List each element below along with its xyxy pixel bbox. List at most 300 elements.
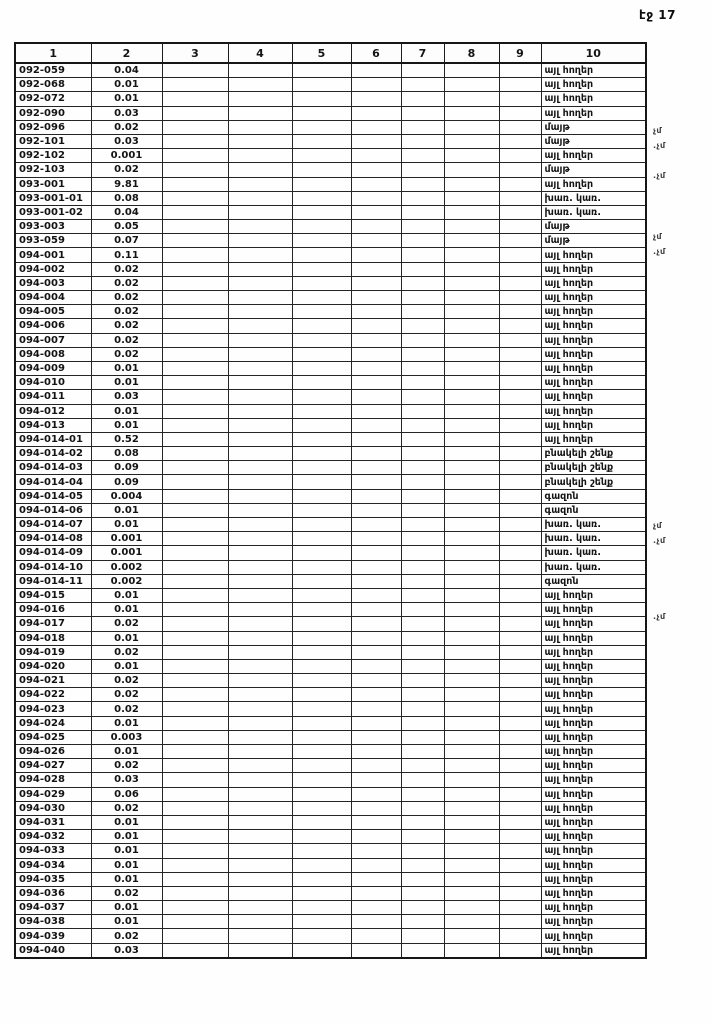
area-value-cell: 0.03	[91, 773, 162, 787]
land-use-cell: այլ հողեր	[541, 376, 646, 390]
empty-cell	[351, 361, 401, 375]
code-cell: 093-059	[15, 234, 91, 248]
empty-cell	[401, 745, 444, 759]
empty-cell	[444, 376, 499, 390]
empty-cell	[228, 631, 292, 645]
table-row	[15, 276, 646, 290]
code-cell: 093-001	[15, 177, 91, 191]
table-row	[15, 78, 646, 92]
empty-cell	[444, 830, 499, 844]
empty-cell	[444, 390, 499, 404]
code-cell: 094-013	[15, 418, 91, 432]
table-row	[15, 149, 646, 163]
land-use-cell: բնակելի շենք	[541, 461, 646, 475]
empty-cell	[444, 347, 499, 361]
code-cell: 094-019	[15, 645, 91, 659]
area-value-cell: 0.004	[91, 489, 162, 503]
empty-cell	[228, 886, 292, 900]
code-cell: 092-090	[15, 106, 91, 120]
empty-cell	[292, 645, 351, 659]
empty-cell	[401, 943, 444, 958]
table-row	[15, 489, 646, 503]
land-use-cell: այլ հողեր	[541, 418, 646, 432]
empty-cell	[444, 361, 499, 375]
empty-cell	[499, 248, 541, 262]
empty-cell	[292, 787, 351, 801]
table-row	[15, 929, 646, 943]
empty-cell	[401, 518, 444, 532]
empty-cell	[444, 404, 499, 418]
table-row	[15, 801, 646, 815]
empty-cell	[162, 163, 228, 177]
empty-cell	[401, 858, 444, 872]
land-use-cell: այլ հողեր	[541, 886, 646, 900]
empty-cell	[292, 134, 351, 148]
table-row	[15, 730, 646, 744]
table-row	[15, 376, 646, 390]
empty-cell	[292, 801, 351, 815]
empty-cell	[228, 901, 292, 915]
land-use-cell: այլ հողեր	[541, 404, 646, 418]
empty-cell	[444, 106, 499, 120]
empty-cell	[292, 659, 351, 673]
area-value-cell: 0.01	[91, 659, 162, 673]
empty-cell	[228, 177, 292, 191]
empty-cell	[162, 844, 228, 858]
empty-cell	[499, 234, 541, 248]
area-value-cell: 0.09	[91, 461, 162, 475]
code-cell: 094-024	[15, 716, 91, 730]
empty-cell	[444, 886, 499, 900]
area-value-cell: 0.01	[91, 844, 162, 858]
empty-cell	[162, 291, 228, 305]
empty-cell	[292, 475, 351, 489]
empty-cell	[351, 872, 401, 886]
table-row	[15, 745, 646, 759]
land-use-cell: խառ. կառ.	[541, 518, 646, 532]
empty-cell	[401, 205, 444, 219]
empty-cell	[351, 915, 401, 929]
empty-cell	[351, 120, 401, 134]
empty-cell	[499, 163, 541, 177]
empty-cell	[162, 347, 228, 361]
code-cell: 094-014-08	[15, 532, 91, 546]
empty-cell	[351, 603, 401, 617]
empty-cell	[292, 461, 351, 475]
area-value-cell: 0.02	[91, 801, 162, 815]
empty-cell	[401, 134, 444, 148]
land-use-cell: այլ հողեր	[541, 78, 646, 92]
empty-cell	[292, 773, 351, 787]
code-cell: 094-011	[15, 390, 91, 404]
empty-cell	[228, 234, 292, 248]
empty-cell	[228, 688, 292, 702]
empty-cell	[228, 489, 292, 503]
empty-cell	[228, 546, 292, 560]
empty-cell	[499, 106, 541, 120]
code-cell: 094-022	[15, 688, 91, 702]
empty-cell	[401, 915, 444, 929]
area-value-cell: 0.01	[91, 716, 162, 730]
empty-cell	[162, 872, 228, 886]
column-header-8: 8	[444, 43, 499, 63]
empty-cell	[162, 106, 228, 120]
empty-cell	[162, 588, 228, 602]
empty-cell	[292, 361, 351, 375]
table-row	[15, 291, 646, 305]
table-row	[15, 546, 646, 560]
empty-cell	[351, 220, 401, 234]
land-use-cell: այլ հողեր	[541, 815, 646, 829]
empty-cell	[292, 177, 351, 191]
empty-cell	[162, 418, 228, 432]
empty-cell	[499, 134, 541, 148]
land-use-cell: այլ հողեր	[541, 688, 646, 702]
empty-cell	[162, 631, 228, 645]
empty-cell	[499, 276, 541, 290]
empty-cell	[228, 929, 292, 943]
empty-cell	[444, 844, 499, 858]
empty-cell	[292, 631, 351, 645]
empty-cell	[351, 858, 401, 872]
empty-cell	[292, 390, 351, 404]
empty-cell	[228, 858, 292, 872]
empty-cell	[162, 574, 228, 588]
area-value-cell: 0.01	[91, 404, 162, 418]
empty-cell	[401, 234, 444, 248]
empty-cell	[351, 716, 401, 730]
empty-cell	[444, 645, 499, 659]
empty-cell	[444, 759, 499, 773]
land-use-cell: այլ հողեր	[541, 659, 646, 673]
empty-cell	[228, 432, 292, 446]
empty-cell	[351, 844, 401, 858]
empty-cell	[499, 688, 541, 702]
table-row	[15, 205, 646, 219]
empty-cell	[162, 901, 228, 915]
land-use-cell: այլ հողեր	[541, 929, 646, 943]
empty-cell	[351, 688, 401, 702]
empty-cell	[401, 730, 444, 744]
code-cell: 094-015	[15, 588, 91, 602]
empty-cell	[162, 886, 228, 900]
land-use-cell: այլ հողեր	[541, 361, 646, 375]
empty-cell	[351, 574, 401, 588]
empty-cell	[228, 333, 292, 347]
empty-cell	[228, 149, 292, 163]
empty-cell	[444, 447, 499, 461]
empty-cell	[228, 475, 292, 489]
table-row	[15, 333, 646, 347]
empty-cell	[401, 92, 444, 106]
empty-cell	[351, 901, 401, 915]
empty-cell	[401, 872, 444, 886]
area-value-cell: 0.01	[91, 376, 162, 390]
table-row	[15, 901, 646, 915]
empty-cell	[351, 291, 401, 305]
code-cell: 094-002	[15, 262, 91, 276]
empty-cell	[444, 319, 499, 333]
area-value-cell: 0.01	[91, 830, 162, 844]
empty-cell	[292, 404, 351, 418]
code-cell: 094-034	[15, 858, 91, 872]
empty-cell	[292, 418, 351, 432]
code-cell: 094-016	[15, 603, 91, 617]
empty-cell	[499, 489, 541, 503]
table-row	[15, 220, 646, 234]
table-row	[15, 716, 646, 730]
empty-cell	[499, 844, 541, 858]
area-value-cell: 0.02	[91, 319, 162, 333]
land-use-cell: այլ հողեր	[541, 149, 646, 163]
land-use-cell: այլ հողեր	[541, 276, 646, 290]
empty-cell	[444, 574, 499, 588]
land-use-cell: խառ. կառ.	[541, 546, 646, 560]
empty-cell	[228, 63, 292, 78]
empty-cell	[228, 801, 292, 815]
empty-cell	[292, 149, 351, 163]
empty-cell	[444, 63, 499, 78]
code-cell: 094-012	[15, 404, 91, 418]
empty-cell	[499, 305, 541, 319]
empty-cell	[444, 418, 499, 432]
empty-cell	[499, 617, 541, 631]
empty-cell	[162, 361, 228, 375]
empty-cell	[292, 305, 351, 319]
empty-cell	[351, 347, 401, 361]
area-value-cell: 0.08	[91, 191, 162, 205]
empty-cell	[401, 149, 444, 163]
empty-cell	[351, 248, 401, 262]
code-cell: 094-026	[15, 745, 91, 759]
empty-cell	[292, 730, 351, 744]
empty-cell	[162, 645, 228, 659]
empty-cell	[292, 915, 351, 929]
empty-cell	[292, 901, 351, 915]
empty-cell	[162, 702, 228, 716]
table-row	[15, 532, 646, 546]
empty-cell	[444, 532, 499, 546]
empty-cell	[444, 432, 499, 446]
empty-cell	[351, 134, 401, 148]
handwritten-margin-note: չմ	[653, 521, 663, 530]
empty-cell	[351, 106, 401, 120]
code-cell: 094-014-01	[15, 432, 91, 446]
empty-cell	[292, 588, 351, 602]
land-use-cell: այլ հողեր	[541, 603, 646, 617]
empty-cell	[401, 631, 444, 645]
area-value-cell: 0.01	[91, 858, 162, 872]
empty-cell	[351, 390, 401, 404]
empty-cell	[162, 759, 228, 773]
code-cell: 092-101	[15, 134, 91, 148]
land-use-cell: այլ հողեր	[541, 730, 646, 744]
empty-cell	[228, 574, 292, 588]
empty-cell	[228, 518, 292, 532]
empty-cell	[292, 120, 351, 134]
empty-cell	[444, 92, 499, 106]
empty-cell	[162, 432, 228, 446]
empty-cell	[499, 177, 541, 191]
empty-cell	[499, 560, 541, 574]
empty-cell	[162, 305, 228, 319]
empty-cell	[499, 943, 541, 958]
empty-cell	[444, 120, 499, 134]
empty-cell	[499, 574, 541, 588]
empty-cell	[499, 872, 541, 886]
empty-cell	[292, 815, 351, 829]
empty-cell	[228, 588, 292, 602]
area-value-cell: 0.02	[91, 674, 162, 688]
land-use-cell: այլ հողեր	[541, 674, 646, 688]
empty-cell	[162, 78, 228, 92]
empty-cell	[351, 205, 401, 219]
empty-cell	[228, 674, 292, 688]
area-value-cell: 0.01	[91, 631, 162, 645]
empty-cell	[401, 489, 444, 503]
column-header-5: 5	[292, 43, 351, 63]
empty-cell	[401, 106, 444, 120]
empty-cell	[228, 291, 292, 305]
empty-cell	[351, 276, 401, 290]
empty-cell	[228, 319, 292, 333]
empty-cell	[292, 489, 351, 503]
table-row	[15, 63, 646, 78]
empty-cell	[401, 461, 444, 475]
empty-cell	[292, 759, 351, 773]
empty-cell	[228, 418, 292, 432]
empty-cell	[292, 603, 351, 617]
empty-cell	[162, 333, 228, 347]
empty-cell	[401, 248, 444, 262]
empty-cell	[401, 830, 444, 844]
empty-cell	[292, 702, 351, 716]
empty-cell	[351, 815, 401, 829]
area-value-cell: 0.52	[91, 432, 162, 446]
empty-cell	[444, 248, 499, 262]
empty-cell	[162, 447, 228, 461]
empty-cell	[228, 376, 292, 390]
handwritten-margin-note: .չմ	[653, 247, 666, 257]
table-row	[15, 844, 646, 858]
empty-cell	[162, 858, 228, 872]
empty-cell	[292, 248, 351, 262]
land-use-cell: այլ հողեր	[541, 716, 646, 730]
area-value-cell: 0.02	[91, 333, 162, 347]
empty-cell	[444, 801, 499, 815]
table-row	[15, 106, 646, 120]
table-row	[15, 645, 646, 659]
empty-cell	[444, 617, 499, 631]
empty-cell	[162, 503, 228, 517]
empty-cell	[444, 815, 499, 829]
empty-cell	[228, 702, 292, 716]
land-use-cell: այլ հողեր	[541, 262, 646, 276]
area-value-cell: 0.02	[91, 291, 162, 305]
empty-cell	[499, 773, 541, 787]
empty-cell	[292, 319, 351, 333]
land-use-cell: մայթ	[541, 220, 646, 234]
empty-cell	[444, 305, 499, 319]
empty-cell	[162, 404, 228, 418]
empty-cell	[228, 645, 292, 659]
empty-cell	[228, 659, 292, 673]
land-use-cell: խառ. կառ.	[541, 205, 646, 219]
empty-cell	[499, 347, 541, 361]
area-value-cell: 0.001	[91, 532, 162, 546]
code-cell: 094-014-10	[15, 560, 91, 574]
empty-cell	[401, 319, 444, 333]
empty-cell	[292, 716, 351, 730]
empty-cell	[499, 674, 541, 688]
empty-cell	[228, 844, 292, 858]
empty-cell	[162, 801, 228, 815]
area-value-cell: 0.03	[91, 106, 162, 120]
code-cell: 094-029	[15, 787, 91, 801]
area-value-cell: 0.01	[91, 361, 162, 375]
area-value-cell: 0.02	[91, 702, 162, 716]
empty-cell	[162, 63, 228, 78]
empty-cell	[401, 773, 444, 787]
empty-cell	[351, 376, 401, 390]
land-use-cell: այլ հողեր	[541, 305, 646, 319]
empty-cell	[162, 220, 228, 234]
empty-cell	[499, 886, 541, 900]
empty-cell	[162, 659, 228, 673]
code-cell: 094-004	[15, 291, 91, 305]
handwritten-margin-note: .չմ	[653, 141, 666, 150]
table-row	[15, 886, 646, 900]
empty-cell	[401, 191, 444, 205]
empty-cell	[228, 134, 292, 148]
empty-cell	[401, 886, 444, 900]
empty-cell	[499, 645, 541, 659]
column-header-4: 4	[228, 43, 292, 63]
empty-cell	[228, 276, 292, 290]
empty-cell	[401, 815, 444, 829]
empty-cell	[162, 475, 228, 489]
empty-cell	[351, 489, 401, 503]
empty-cell	[351, 702, 401, 716]
empty-cell	[499, 92, 541, 106]
empty-cell	[351, 305, 401, 319]
empty-cell	[499, 901, 541, 915]
empty-cell	[351, 418, 401, 432]
column-header-10: 10	[541, 43, 646, 63]
empty-cell	[292, 574, 351, 588]
empty-cell	[351, 319, 401, 333]
code-cell: 094-007	[15, 333, 91, 347]
empty-cell	[401, 503, 444, 517]
table-row	[15, 418, 646, 432]
empty-cell	[444, 872, 499, 886]
empty-cell	[444, 78, 499, 92]
empty-cell	[351, 234, 401, 248]
empty-cell	[162, 674, 228, 688]
empty-cell	[162, 546, 228, 560]
empty-cell	[499, 319, 541, 333]
handwritten-margin-note: .չմ	[653, 171, 666, 181]
empty-cell	[162, 489, 228, 503]
empty-cell	[499, 503, 541, 517]
table-row	[15, 830, 646, 844]
empty-cell	[499, 376, 541, 390]
code-cell: 094-040	[15, 943, 91, 958]
column-header-3: 3	[162, 43, 228, 63]
empty-cell	[444, 730, 499, 744]
empty-cell	[401, 376, 444, 390]
empty-cell	[401, 801, 444, 815]
